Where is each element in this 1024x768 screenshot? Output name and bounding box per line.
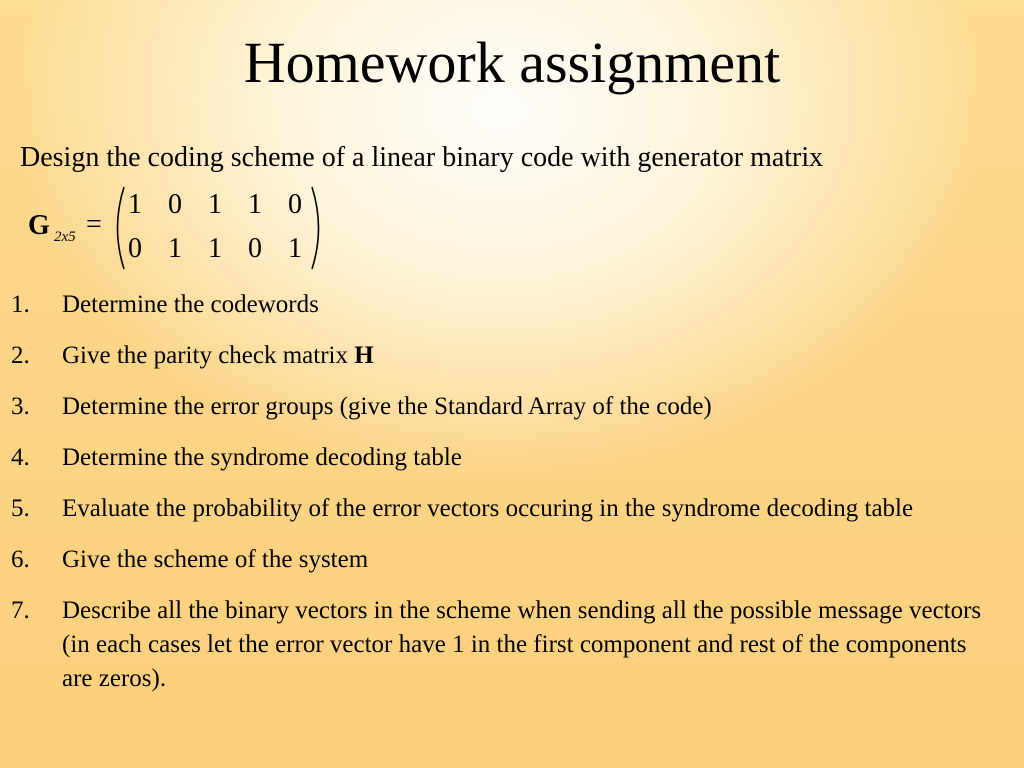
matrix-cell: 1 [288,233,302,264]
item-number: 4. [11,444,30,471]
matrix-cell: 0 [248,233,262,264]
list-item [11,441,1001,475]
item-text: Evaluate the probability of the error vectors occuring in the syndrome decoding table [62,495,914,522]
item-text: Determine the syndrome decoding table [62,444,462,471]
matrix-cell: 1 [248,189,262,220]
matrix-h-label: H [354,342,374,369]
item-number: 5. [11,495,30,522]
matrix-cell: 1 [168,233,182,264]
list-item [11,339,1001,373]
matrix-cell: 0 [168,189,182,220]
item-number: 1. [11,291,30,318]
matrix-cell: 1 [208,233,222,264]
right-paren-icon [310,186,326,270]
matrix-cell: 1 [208,189,222,220]
task-list [11,288,1001,713]
item-number: 6. [11,546,30,573]
list-item [11,543,1001,577]
matrix-cell: 1 [128,189,142,220]
intro-text: Design the coding scheme of a linear binary code with generator matrix [20,142,824,173]
item-text: Describe all the binary vectors in the scheme when sending all the possible message vectors (in each cases let the error vector have 1 in the first component and rest of the components are zeros). [62,597,982,692]
list-item [11,390,1001,424]
matrix-cell: 0 [288,189,302,220]
item-number: 3. [11,393,30,420]
matrix-subscript: 2x5 [54,229,76,245]
item-text: Give the parity check matrix H [62,342,374,369]
list-item [11,492,1001,526]
item-number: 7. [11,597,30,624]
slide-title: Homework assignment [243,30,781,95]
list-item [11,288,1001,322]
item-number: 2. [11,342,30,369]
generator-matrix [28,186,348,270]
item-text: Determine the codewords [62,291,319,318]
list-item [11,594,1001,696]
matrix-symbol: G [28,210,50,241]
item-text: Give the scheme of the system [62,546,369,573]
item-text: Determine the error groups (give the Standard Array of the code) [62,393,712,420]
matrix-cell: 0 [128,233,142,264]
matrix-equals: = [86,209,102,240]
